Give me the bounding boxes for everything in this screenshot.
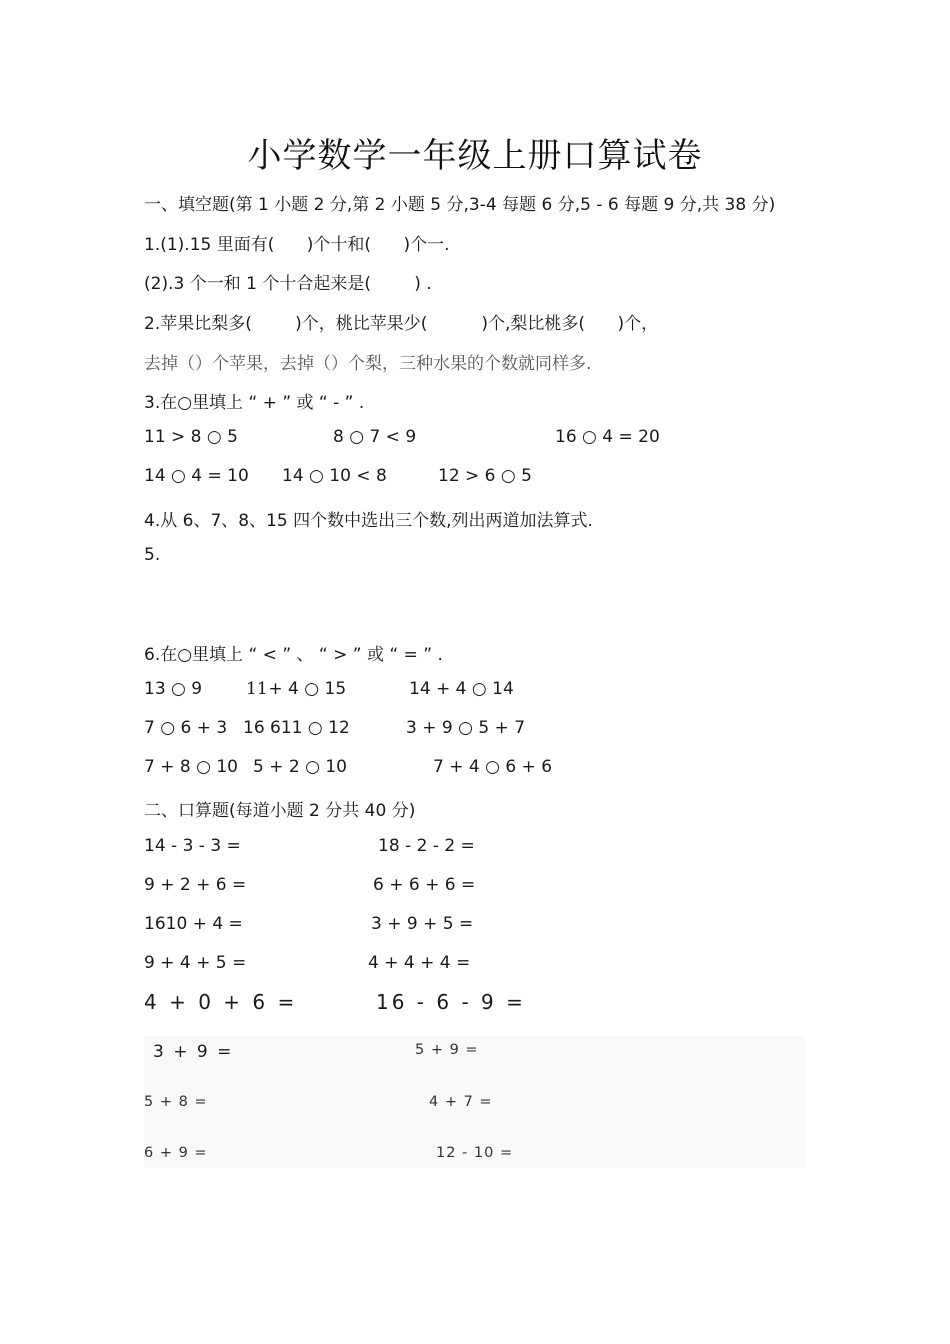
arithmetic-item: 9 + 2 + 6 = bbox=[144, 875, 247, 895]
arithmetic-item: 6 + 6 + 6 = bbox=[373, 875, 476, 895]
arithmetic-item: 3 + 9 + 5 = bbox=[371, 914, 474, 934]
expression: 7 ○ 6 + 3 bbox=[144, 718, 228, 738]
arithmetic-item: 12 - 10 = bbox=[436, 1145, 514, 1161]
arithmetic-item: 1610 + 4 = bbox=[144, 914, 243, 934]
arithmetic-item: 6 + 9 = bbox=[144, 1145, 208, 1161]
expression: 12 > 6 ○ 5 bbox=[438, 466, 532, 486]
question-6-row-2 bbox=[144, 718, 804, 742]
question-2a: 2.苹果比梨多( )个，桃比苹果少( )个,梨比桃多( )个， bbox=[144, 314, 659, 334]
question-3-row-1 bbox=[144, 427, 804, 451]
question-5: 5. bbox=[144, 545, 161, 565]
question-2b: 去掉（）个苹果，去掉（）个梨，三种水果的个数就同样多. bbox=[144, 354, 592, 374]
expression: 11 > 8 ○ 5 bbox=[144, 427, 238, 447]
expression: 14 + 4 ○ 14 bbox=[409, 679, 514, 699]
arithmetic-item: 4 + 0 + 6 = bbox=[144, 990, 298, 1014]
arithmetic-row bbox=[144, 1042, 804, 1066]
arithmetic-row bbox=[144, 1145, 804, 1169]
page-title: 小学数学一年级上册口算试卷 bbox=[247, 136, 703, 176]
arithmetic-row bbox=[144, 990, 804, 1018]
expression: 14 ○ 4 = 10 bbox=[144, 466, 249, 486]
question-3: 3.在○里填上 “ + ” 或 “ - ” . bbox=[144, 393, 365, 413]
arithmetic-row bbox=[144, 914, 804, 938]
arithmetic-row bbox=[144, 1094, 804, 1118]
expression: 3 + 9 ○ 5 + 7 bbox=[406, 718, 526, 738]
arithmetic-item: 9 + 4 + 5 = bbox=[144, 953, 247, 973]
arithmetic-item: 5 + 9 = bbox=[415, 1042, 479, 1058]
expression: 16 611 ○ 12 bbox=[243, 718, 350, 738]
arithmetic-row bbox=[144, 875, 804, 899]
section1-heading: 一、填空题(第 1 小题 2 分,第 2 小题 5 分,3-4 每题 6 分,5 - 6 每题 9 分,共 38 分) bbox=[144, 195, 776, 215]
arithmetic-item: 4 + 4 + 4 = bbox=[368, 953, 471, 973]
expression: + 4 ○ 15 bbox=[263, 679, 347, 699]
expression: 16 ○ 4 = 20 bbox=[555, 427, 660, 447]
question-6-row-3 bbox=[144, 757, 804, 781]
expression: 14 ○ 10 < 8 bbox=[282, 466, 387, 486]
question-1b: (2).3 个一和 1 个十合起来是( ) . bbox=[144, 274, 432, 294]
arithmetic-item: 14 - 3 - 3 = bbox=[144, 836, 241, 856]
expression: 8 ○ 7 < 9 bbox=[333, 427, 417, 447]
arithmetic-item: 16 - 6 - 9 = bbox=[376, 990, 526, 1014]
expression: 7 + 8 ○ 10 bbox=[144, 757, 238, 777]
arithmetic-item: 5 + 8 = bbox=[144, 1094, 208, 1110]
expression: 7 + 4 ○ 6 + 6 bbox=[433, 757, 553, 777]
question-6-row-1 bbox=[144, 679, 804, 703]
question-6: 6.在○里填上 “ < ” 、 “ > ” 或 “ = ” . bbox=[144, 645, 443, 665]
section2-heading: 二、口算题(每道小题 2 分共 40 分) bbox=[144, 801, 416, 821]
arithmetic-row bbox=[144, 953, 804, 977]
arithmetic-item: 3 + 9 = bbox=[153, 1042, 234, 1062]
expression-number: 11 bbox=[246, 679, 268, 699]
arithmetic-row bbox=[144, 836, 804, 860]
arithmetic-item: 18 - 2 - 2 = bbox=[378, 836, 475, 856]
expression: 13 ○ 9 bbox=[144, 679, 203, 699]
question-4: 4.从 6、7、8、15 四个数中选出三个数,列出两道加法算式. bbox=[144, 511, 593, 531]
expression: 5 + 2 ○ 10 bbox=[253, 757, 347, 777]
question-1a: 1.(1).15 里面有( )个十和( )个一. bbox=[144, 235, 450, 255]
arithmetic-item: 4 + 7 = bbox=[429, 1094, 493, 1110]
question-3-row-2 bbox=[144, 466, 804, 490]
